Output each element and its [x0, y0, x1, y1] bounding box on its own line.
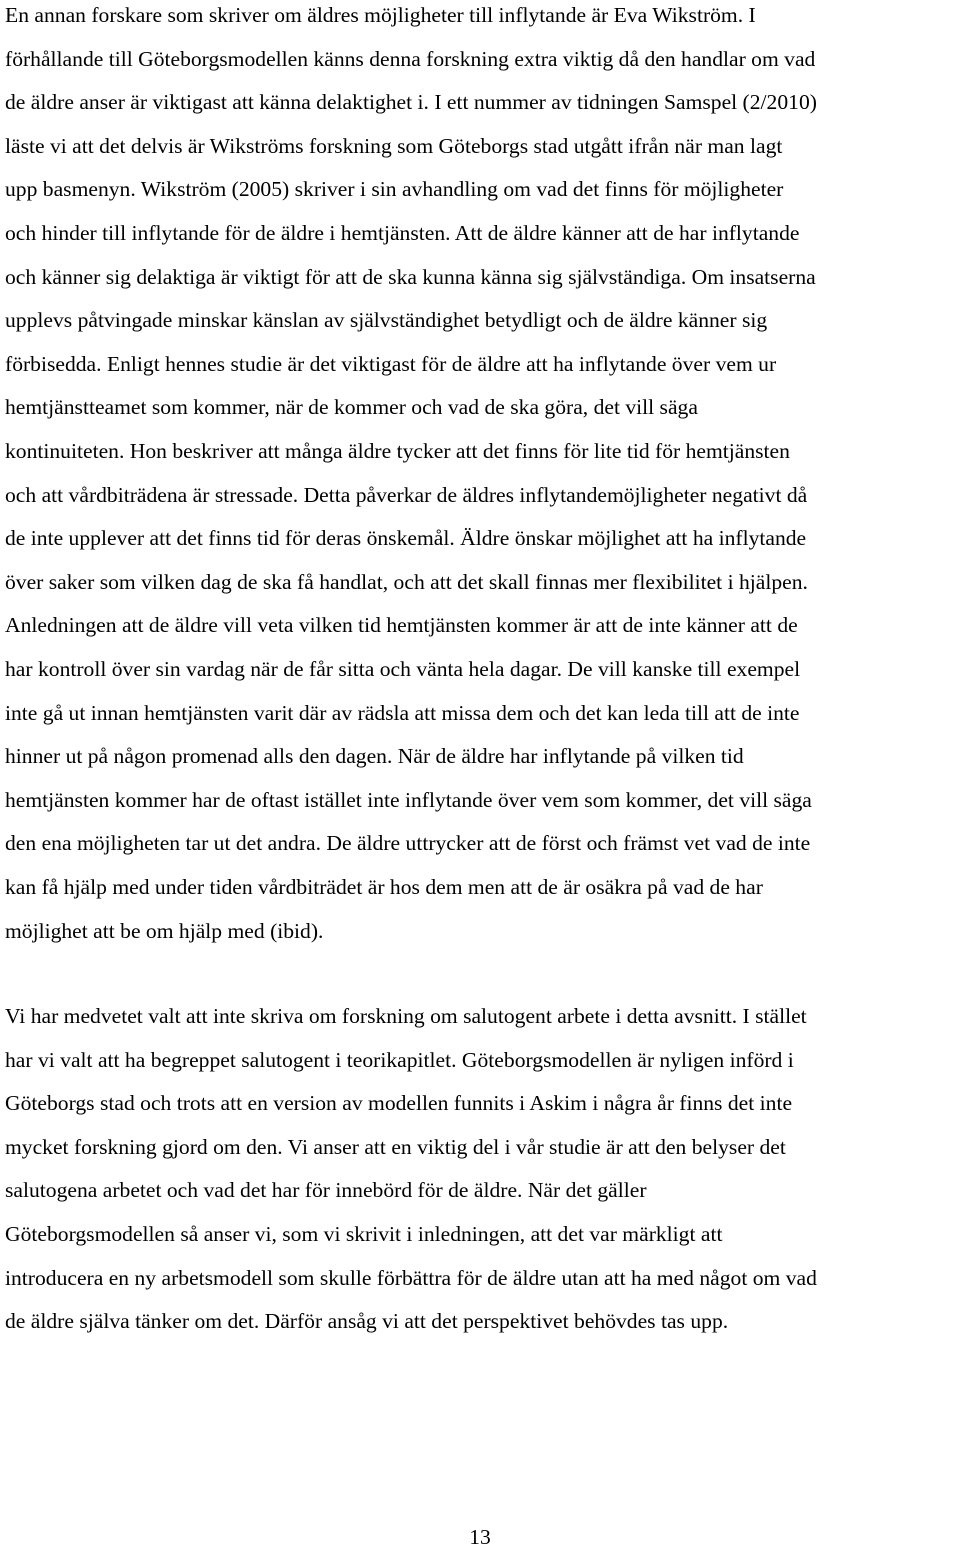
text-line: mycket forskning gjord om den. Vi anser att en viktig del i vår studie är att den belyser det	[5, 1134, 786, 1159]
text-line: den ena möjligheten tar ut det andra. De äldre uttrycker att de först och främst vet vad de inte	[5, 831, 811, 856]
text-line: upp basmenyn. Wikström (2005) skriver i sin avhandling om vad det finns för möjligheter	[5, 177, 784, 202]
text-line: de äldre själva tänker om det. Därför ansåg vi att det perspektivet behövdes tas upp.	[5, 1309, 729, 1334]
text-line: över saker som vilken dag de ska få handlat, och att det skall finnas mer flexibilitet i hjälpen.	[5, 569, 808, 594]
text-line: har kontroll över sin vardag när de får sitta och vänta hela dagar. De vill kanske till exempel	[5, 657, 801, 681]
text-line: inte gå ut innan hemtjänsten varit där av rädsla att missa dem och det kan leda till att de inte	[5, 700, 800, 725]
text-line: har vi valt att ha begreppet salutogent i teorikapitlet. Göteborgsmodellen är nyligen införd i	[5, 1047, 794, 1072]
text-line: hemtjänstteamet som kommer, när de kommer och vad de ska göra, det vill säga	[5, 395, 698, 420]
text-line: kan få hjälp med under tiden vårdbiträdet är hos dem men att de är osäkra på vad de har	[5, 875, 763, 899]
text-line: möjlighet att be om hjälp med (ibid).	[5, 918, 324, 943]
text-line: Göteborgsmodellen så anser vi, som vi skrivit i inledningen, att det var märkligt att	[5, 1222, 723, 1246]
text-line: läste vi att det delvis är Wikströms forskning som Göteborgs stad utgått ifrån när man lagt	[5, 133, 783, 158]
text-line: Anledningen att de äldre vill veta vilken tid hemtjänsten kommer är att de inte känner att de	[5, 613, 798, 638]
text-line: introducera en ny arbetsmodell som skulle förbättra för de äldre utan att ha med något om vad	[5, 1265, 817, 1290]
page-number: 13	[469, 1525, 491, 1549]
text-line: hinner ut på någon promenad alls den dagen. När de äldre har inflytande på vilken tid	[5, 744, 744, 769]
text-line: hemtjänsten kommer har de oftast istället inte inflytande över vem som kommer, det vill säga	[5, 787, 812, 812]
text-line: och hinder till inflytande för de äldre i hemtjänsten. Att de äldre känner att de har inflytande	[5, 221, 800, 245]
text-line: kontinuiteten. Hon beskriver att många äldre tycker att det finns för lite tid för hemtjänsten	[5, 439, 790, 463]
text-line: Vi har medvetet valt att inte skriva om forskning om salutogent arbete i detta avsnitt. I stället	[5, 1004, 807, 1028]
text-line: salutogena arbetet och vad det har för innebörd för de äldre. När det gäller	[5, 1178, 647, 1203]
text-line: förhållande till Göteborgsmodellen känns denna forskning extra viktig då den handlar om vad	[5, 46, 816, 71]
text-line: och känner sig delaktiga är viktigt för att de ska kunna känna sig självständiga. Om insatserna	[5, 264, 816, 289]
text-line: förbisedda. Enligt hennes studie är det viktigast för de äldre att ha inflytande över vem ur	[5, 351, 777, 376]
text-line: upplevs påtvingade minskar känslan av självständighet betydligt och de äldre känner sig	[5, 308, 768, 333]
text-line: En annan forskare som skriver om äldres möjligheter till inflytande är Eva Wikström. I	[5, 3, 756, 27]
text-line: de äldre anser är viktigast att känna delaktighet i. I ett nummer av tidningen Samspel (2/2010)	[5, 90, 817, 115]
text-line: Göteborgs stad och trots att en version av modellen funnits i Askim i några år finns det inte	[5, 1091, 793, 1116]
text-line: och att vårdbiträdena är stressade. Detta påverkar de äldres inflytandemöjligheter negativt då	[5, 482, 808, 507]
text-line: de inte upplever att det finns tid för deras önskemål. Äldre önskar möjlighet att ha inflytande	[5, 526, 807, 551]
